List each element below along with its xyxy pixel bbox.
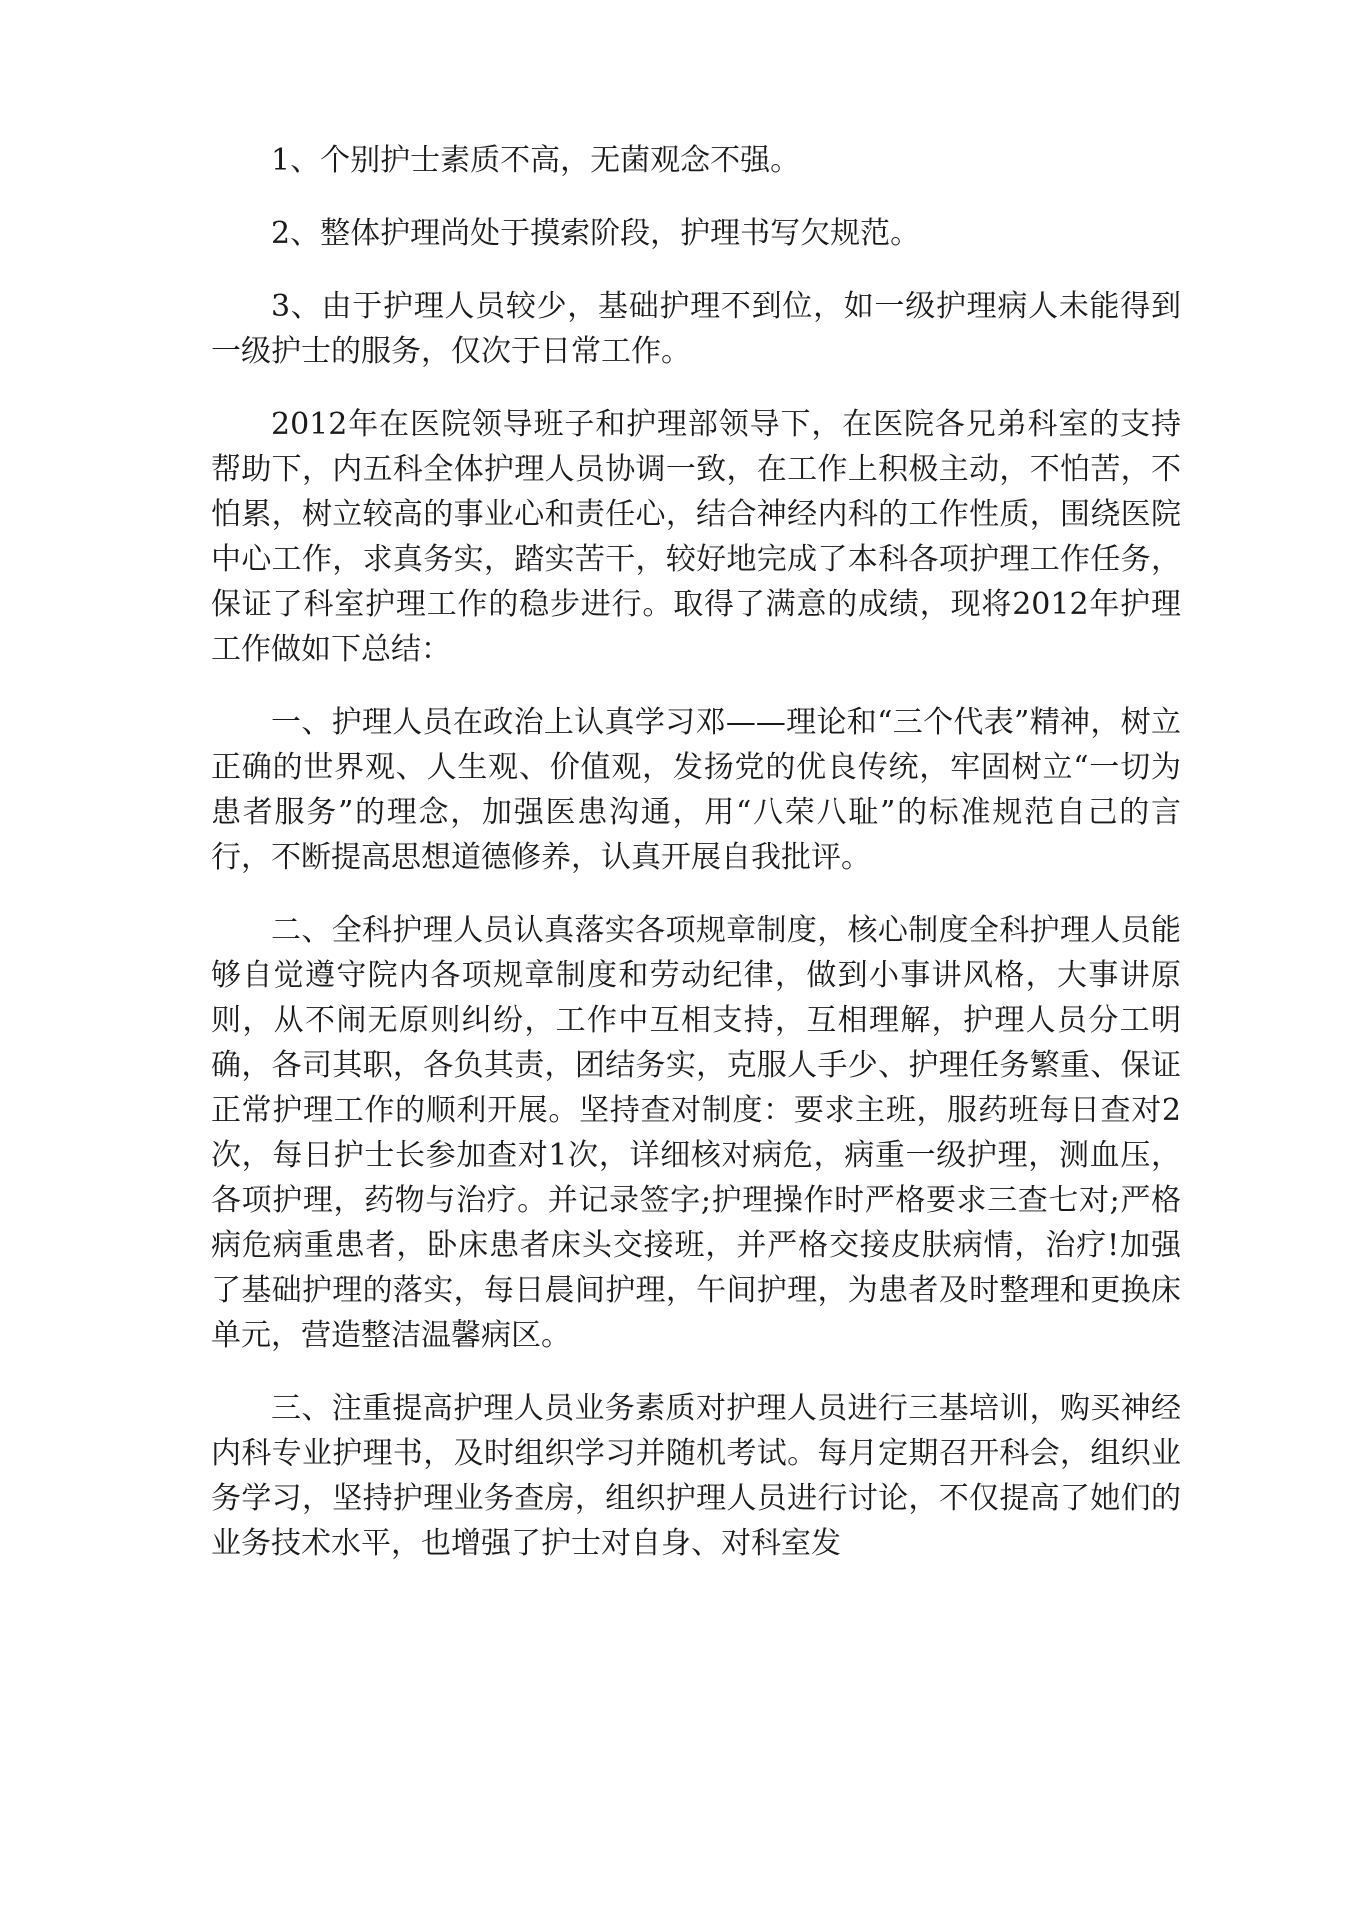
- paragraph-summary-intro: 2012年在医院领导班子和护理部领导下，在医院各兄弟科室的支持帮助下，内五科全体护理人员协调一致，在工作上积极主动，不怕苦，不怕累，树立较高的事业心和责任心，结合神经内科的工作性质，围绕医院中心工作，求真务实，踏实苦干，较好地完成了本科各项护理工作任务，保证了科室护理工作的稳步进行。取得了满意的成绩，现将2012年护理工作做如下总结：: [211, 407, 1181, 667]
- paragraph-issue-3: 3、由于护理人员较少，基础护理不到位，如一级护理病人未能得到一级护士的服务，仅次于日常工作。: [211, 289, 1181, 369]
- paragraph-issue-2: 2、整体护理尚处于摸索阶段，护理书写欠规范。: [271, 216, 921, 251]
- paragraph-section-2: 二、全科护理人员认真落实各项规章制度，核心制度全科护理人员能够自觉遵守院内各项规章制度和劳动纪律，做到小事讲风格，大事讲原则，从不闹无原则纠纷，工作中互相支持，互相理解，护理人员分工明确，各司其职，各负其责，团结务实，克服人手少、护理任务繁重、保证正常护理工作的顺利开展。坚持查对制度：要求主班，服药班每日查对2次，每日护士长参加查对1次，详细核对病危，病重一级护理，测血压，各项护理，药物与治疗。并记录签字;护理操作时严格要求三查七对;严格病危病重患者，卧床患者床头交接班，并严格交接皮肤病情，治疗!加强了基础护理的落实，每日晨间护理，午间护理，为患者及时整理和更换床单元，营造整洁温馨病区。: [211, 913, 1181, 1353]
- paragraph-issue-1: 1、个别护士素质不高，无菌观念不强。: [271, 143, 801, 178]
- document-body: [211, 138, 1181, 1594]
- paragraph-section-1: 一、护理人员在政治上认真学习邓——理论和“三个代表”精神，树立正确的世界观、人生观、价值观，发扬党的优良传统，牢固树立“一切为患者服务”的理念，加强医患沟通，用“八荣八耻”的标准规范自己的言行，不断提高思想道德修养，认真开展自我批评。: [211, 705, 1181, 875]
- paragraph-section-3: 三、注重提高护理人员业务素质对护理人员进行三基培训，购买神经内科专业护理书，及时组织学习并随机考试。每月定期召开科会，组织业务学习，坚持护理业务查房，组织护理人员进行讨论，不仅提高了她们的业务技术水平，也增强了护士对自身、对科室发: [211, 1391, 1181, 1561]
